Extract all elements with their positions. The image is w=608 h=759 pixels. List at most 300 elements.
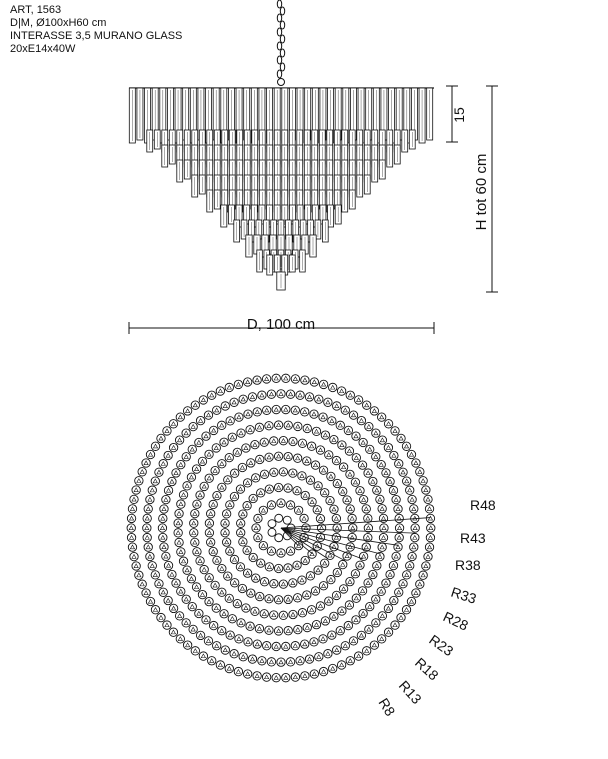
crystal-bead xyxy=(188,602,196,610)
crystal-bead xyxy=(369,570,377,578)
crystal-bead xyxy=(211,581,219,589)
crystal-bead xyxy=(242,604,250,612)
crystal-bead xyxy=(352,616,360,624)
crystal-bead xyxy=(183,566,191,574)
crystal-bead xyxy=(392,495,400,503)
crystal-bead xyxy=(364,579,372,587)
crystal-bead xyxy=(265,563,273,571)
crystal-bead xyxy=(259,506,267,514)
crystal-bead xyxy=(267,547,275,555)
crystal-bead xyxy=(157,434,165,442)
crystal-bead xyxy=(221,402,229,410)
crystal-bead xyxy=(172,469,180,477)
crystal-bead xyxy=(211,466,219,474)
crystal-bead xyxy=(384,443,392,451)
crystal-bead xyxy=(395,514,403,522)
crystal-bead xyxy=(225,453,233,461)
crystal-bead xyxy=(316,514,324,522)
top-height-label: 15 xyxy=(451,107,467,123)
crystal-bead xyxy=(349,637,357,645)
crystal-bead xyxy=(284,452,292,460)
crystal-bead xyxy=(224,476,232,484)
crystal-bead xyxy=(265,422,273,430)
crystal-bead xyxy=(204,411,212,419)
crystal-bead xyxy=(365,625,373,633)
crystal-bead xyxy=(205,519,213,527)
crystal-bead xyxy=(356,487,364,495)
crystal-bead xyxy=(399,580,407,588)
crystal-bead xyxy=(341,642,349,650)
crystal-bead xyxy=(328,631,336,639)
crystal-bead xyxy=(249,553,257,561)
crystal-bead xyxy=(286,390,294,398)
crystal-bead xyxy=(384,628,392,636)
crystal-bead xyxy=(330,612,338,620)
crystal-bead xyxy=(127,524,135,532)
chain-link xyxy=(277,42,281,50)
crystal-bead xyxy=(224,572,232,580)
crystal-bead xyxy=(213,406,221,414)
crystal-bead xyxy=(336,421,344,429)
crystal-bead xyxy=(291,673,299,681)
crystal-bead xyxy=(324,650,332,658)
crystal-bead xyxy=(259,541,267,549)
crystal-bead xyxy=(330,435,338,443)
total-height-label: H tot 60 cm xyxy=(473,153,490,231)
crystal-bead xyxy=(379,533,387,541)
crystal-bead xyxy=(419,571,427,579)
crystal-bead xyxy=(160,543,168,551)
crystal-bead xyxy=(218,564,226,572)
crystal-bead xyxy=(243,378,251,386)
crystal-bead xyxy=(169,443,177,451)
crystal-bead xyxy=(135,477,143,485)
crystal-bead xyxy=(216,387,224,395)
crystal-bead xyxy=(260,578,268,586)
crystal-bead xyxy=(346,505,354,513)
crystal-bead xyxy=(392,552,400,560)
crystal-bead xyxy=(301,640,309,648)
crystal-bead xyxy=(395,524,403,532)
center-bead xyxy=(275,514,283,522)
crystal-bead xyxy=(177,460,185,468)
crystal-bead xyxy=(301,376,309,384)
crystal-bead xyxy=(228,615,236,623)
crystal-bead xyxy=(218,483,226,491)
crystal-bead xyxy=(196,491,204,499)
crystal-bead xyxy=(177,587,185,595)
crystal-bead xyxy=(247,589,255,597)
crystal-bead xyxy=(274,596,282,604)
crystal-bead xyxy=(282,673,290,681)
chain-link xyxy=(277,28,281,36)
crystal-bead xyxy=(130,495,138,503)
crystal-bead xyxy=(377,587,385,595)
crystal-bead xyxy=(151,477,159,485)
chain-link xyxy=(280,63,284,71)
crystal-bead xyxy=(208,391,216,399)
crystal-bead xyxy=(222,538,230,546)
crystal-bead xyxy=(248,393,256,401)
crystal-bead xyxy=(378,505,386,513)
crystal-bead xyxy=(247,459,255,467)
crystal-bead xyxy=(237,619,245,627)
crystal-bead xyxy=(332,456,340,464)
crystal-bead xyxy=(332,533,340,541)
crystal-bead xyxy=(159,460,167,468)
crystal-bead xyxy=(199,652,207,660)
crystal-bead xyxy=(330,505,338,513)
crystal-bead xyxy=(338,441,346,449)
crystal-bead xyxy=(182,429,190,437)
crystal-bead xyxy=(257,559,265,567)
crystal-bead xyxy=(263,406,271,414)
crystal-bead xyxy=(359,609,367,617)
crystal-bead xyxy=(394,505,402,513)
crystal-bead xyxy=(294,625,302,633)
crystal-bead xyxy=(277,390,285,398)
crystal-bead xyxy=(357,416,365,424)
crystal-bead xyxy=(316,602,324,610)
crystal-bead xyxy=(138,580,146,588)
crystal-bead xyxy=(416,468,424,476)
crystal-bead xyxy=(282,642,290,650)
crystal-bead xyxy=(289,579,297,587)
crystal-bead xyxy=(394,543,402,551)
crystal-bead xyxy=(274,452,282,460)
crystal-bead xyxy=(298,608,306,616)
crystal-bead xyxy=(254,533,262,541)
crystal-bead xyxy=(143,514,151,522)
crystal-bead xyxy=(329,664,337,672)
crystal-bead xyxy=(321,431,329,439)
chain-link xyxy=(280,7,284,15)
crystal-bead xyxy=(265,485,273,493)
crystal-bead xyxy=(310,378,318,386)
crystal-bead xyxy=(397,434,405,442)
crystal-bead xyxy=(179,491,187,499)
crystal-bead xyxy=(366,445,374,453)
crystal-bead xyxy=(391,427,399,435)
crystal-bead xyxy=(187,473,195,481)
crystal-bead xyxy=(164,596,172,604)
chain-link xyxy=(280,49,284,57)
crystal-bead xyxy=(155,580,163,588)
crystal-bead xyxy=(237,529,245,537)
crystal-bead xyxy=(175,509,183,517)
crystal-bead xyxy=(286,658,294,666)
crystal-bead xyxy=(284,484,292,492)
crystal-bead xyxy=(395,533,403,541)
crystal-bead xyxy=(164,486,172,494)
crystal-bead xyxy=(256,455,264,463)
crystal-bead xyxy=(132,486,140,494)
crystal-bead xyxy=(407,597,415,605)
crystal-bead xyxy=(279,468,287,476)
diameter-label: D, 100 cm xyxy=(246,316,316,333)
crystal-bead xyxy=(366,602,374,610)
bulb-spec-text: 20xE14x40W xyxy=(10,43,76,55)
crystal-bead xyxy=(258,657,266,665)
crystal-bead xyxy=(230,469,238,477)
crystal-bead xyxy=(230,555,238,563)
crystal-bead xyxy=(300,514,308,522)
crystal-bead xyxy=(301,491,309,499)
crystal-bead xyxy=(324,398,332,406)
crystal-bead xyxy=(326,496,334,504)
crystal-bead xyxy=(312,427,320,435)
crystal-bead xyxy=(221,646,229,654)
crystal-bead xyxy=(270,580,278,588)
crystal-bead xyxy=(175,538,183,546)
crystal-bead xyxy=(196,557,204,565)
crystal-bead xyxy=(306,572,314,580)
crystal-bead xyxy=(151,606,159,614)
crystal-bead xyxy=(291,642,299,650)
crystal-bead xyxy=(319,667,327,675)
crystal-bead xyxy=(182,453,190,461)
ring-label: R18 xyxy=(411,654,442,684)
crystal-bead xyxy=(239,653,247,661)
center-bead xyxy=(275,534,283,542)
crystal-bead xyxy=(127,514,135,522)
crystal-bead xyxy=(187,575,195,583)
crystal-bead xyxy=(252,574,260,582)
crystal-bead xyxy=(386,477,394,485)
chain-link xyxy=(280,35,284,43)
crystal-bead xyxy=(274,564,282,572)
crystal-bead xyxy=(272,405,280,413)
crystal-bead xyxy=(213,642,221,650)
crystal-bead xyxy=(202,616,210,624)
crystal-bead xyxy=(303,424,311,432)
crystal-bead xyxy=(198,590,206,598)
chain-link xyxy=(280,21,284,29)
crystal-bead xyxy=(338,607,346,615)
crystal-bead xyxy=(236,485,244,493)
crystal-bead xyxy=(336,626,344,634)
crystal-bead xyxy=(230,650,238,658)
crystal-bead xyxy=(373,562,381,570)
crystal-bead xyxy=(316,446,324,454)
crystal-bead xyxy=(296,391,304,399)
crystal-bead xyxy=(169,420,177,428)
crystal-bead xyxy=(422,486,430,494)
crystal-bead xyxy=(384,420,392,428)
crystal-bead xyxy=(370,407,378,415)
crystal-bead xyxy=(260,438,268,446)
crystal-bead xyxy=(256,592,264,600)
crystal-bead xyxy=(209,547,217,555)
crystal-bead xyxy=(225,664,233,672)
crystal-bead xyxy=(204,637,212,645)
crystal-bead xyxy=(176,635,184,643)
crystal-bead xyxy=(163,621,171,629)
crystal-bead xyxy=(372,429,380,437)
crystal-bead xyxy=(157,613,165,621)
crystal-bead xyxy=(359,552,367,560)
crystal-bead xyxy=(376,495,384,503)
ring-label: R13 xyxy=(395,677,425,708)
crystal-bead xyxy=(277,499,285,507)
crystal-bead xyxy=(395,588,403,596)
crystal-bead xyxy=(143,533,151,541)
crystal-bead xyxy=(289,437,297,445)
crystal-bead xyxy=(399,468,407,476)
crystal-bead xyxy=(238,463,246,471)
crystal-bead xyxy=(382,469,390,477)
crystal-bead xyxy=(205,474,213,482)
crystal-bead xyxy=(357,631,365,639)
crystal-bead xyxy=(395,460,403,468)
center-bead xyxy=(283,516,291,524)
crystal-bead xyxy=(190,529,198,537)
crystal-bead xyxy=(146,495,154,503)
crystal-bead xyxy=(272,642,280,650)
crystal-bead xyxy=(267,658,275,666)
crystal-bead xyxy=(196,631,204,639)
crystal-bead xyxy=(191,401,199,409)
crystal-bead xyxy=(146,450,154,458)
crystal-bead xyxy=(213,556,221,564)
crystal-bead xyxy=(235,635,243,643)
crystal-bead xyxy=(253,640,261,648)
crystal-bead xyxy=(314,566,322,574)
crystal-bead xyxy=(168,570,176,578)
crystal-bead xyxy=(246,426,254,434)
crystal-bead xyxy=(251,607,259,615)
crystal-bead xyxy=(320,559,328,567)
crystal-bead xyxy=(260,470,268,478)
crystal-bead xyxy=(339,463,347,471)
crystal-bead xyxy=(390,596,398,604)
crystal-bead xyxy=(193,500,201,508)
crystal-bead xyxy=(332,514,340,522)
radius-lines xyxy=(281,518,430,561)
crystal-bead xyxy=(209,426,217,434)
crystal-bead xyxy=(255,423,263,431)
crystal-bead xyxy=(220,610,228,618)
crystal-bead xyxy=(233,599,241,607)
crystal-bead xyxy=(301,556,309,564)
crystal-bead xyxy=(148,486,156,494)
crystal-bead xyxy=(320,489,328,497)
crystal-bead xyxy=(410,505,418,513)
crystal-bead xyxy=(146,552,154,560)
crystal-bead xyxy=(348,533,356,541)
crystal-bead xyxy=(253,376,261,384)
crystal-bead xyxy=(279,580,287,588)
crystal-bead xyxy=(427,524,435,532)
hook-ring xyxy=(278,79,285,86)
crystal-bead xyxy=(402,442,410,450)
crystal-bead xyxy=(382,579,390,587)
crystal-bead xyxy=(307,442,315,450)
crystal-bead xyxy=(142,589,150,597)
crystal-bead xyxy=(226,501,234,509)
crystal-bead xyxy=(172,579,180,587)
crystal-bead xyxy=(351,570,359,578)
crystal-bead xyxy=(262,375,270,383)
crystal-bead xyxy=(344,621,352,629)
crystal-bead xyxy=(346,470,354,478)
crystal-bead xyxy=(358,461,366,469)
crystal-bead xyxy=(319,582,327,590)
crystal-bead xyxy=(242,444,250,452)
crystal-bead xyxy=(377,413,385,421)
crystal-bead xyxy=(372,453,380,461)
crystal-bead xyxy=(230,492,238,500)
crystal-bead xyxy=(345,447,353,455)
crystal-bead xyxy=(312,620,320,628)
crystal-bead xyxy=(298,576,306,584)
crystal-bead xyxy=(146,597,154,605)
crystal-bead xyxy=(174,519,182,527)
crystal-bead xyxy=(233,448,241,456)
crystal-bead xyxy=(262,673,270,681)
crystal-bead xyxy=(198,457,206,465)
crystal-bead xyxy=(270,468,278,476)
crystal-bead xyxy=(221,529,229,537)
crystal-bead xyxy=(253,672,261,680)
crystal-bead xyxy=(230,398,238,406)
crystal-bead xyxy=(263,642,271,650)
crystal-bead xyxy=(406,562,414,570)
crystal-bead xyxy=(277,658,285,666)
crystal-bead xyxy=(362,505,370,513)
crystal-bead xyxy=(408,495,416,503)
crystal-bead xyxy=(191,647,199,655)
crystal-bead xyxy=(183,407,191,415)
crystal-bead xyxy=(176,413,184,421)
crystal-bead xyxy=(218,460,226,468)
crystal-bead xyxy=(182,619,190,627)
crystal-bead xyxy=(218,421,226,429)
crystal-bead xyxy=(373,486,381,494)
crystal-bead xyxy=(286,547,294,555)
crystal-bead xyxy=(293,594,301,602)
crystal-bead xyxy=(333,402,341,410)
ring-label: R28 xyxy=(440,608,471,634)
crystal-bead xyxy=(237,429,245,437)
crystal-bead xyxy=(351,478,359,486)
crystal-bead xyxy=(346,657,354,665)
crystal-bead xyxy=(333,568,341,576)
crystal-bead xyxy=(282,374,290,382)
ring-label: R43 xyxy=(460,530,486,546)
crystal-bead xyxy=(243,502,251,510)
crystal-bead xyxy=(270,437,278,445)
crystal-bead xyxy=(208,657,216,665)
crystal-bead xyxy=(160,505,168,513)
crystal-bead xyxy=(135,571,143,579)
crystal-bead xyxy=(310,638,318,646)
crystal-bead xyxy=(289,610,297,618)
crystal-bead xyxy=(254,514,262,522)
crystal-bead xyxy=(311,461,319,469)
crystal-bead xyxy=(329,383,337,391)
crystal-bead xyxy=(182,595,190,603)
crystal-bead xyxy=(411,533,419,541)
crystal-bead xyxy=(274,627,282,635)
crystal-bead xyxy=(202,432,210,440)
crystal-bead xyxy=(128,543,136,551)
chain-link xyxy=(277,0,281,8)
crystal-bead xyxy=(313,506,321,514)
crystal-bead xyxy=(258,391,266,399)
crystal-bead xyxy=(144,505,152,513)
crystal-bead xyxy=(311,587,319,595)
